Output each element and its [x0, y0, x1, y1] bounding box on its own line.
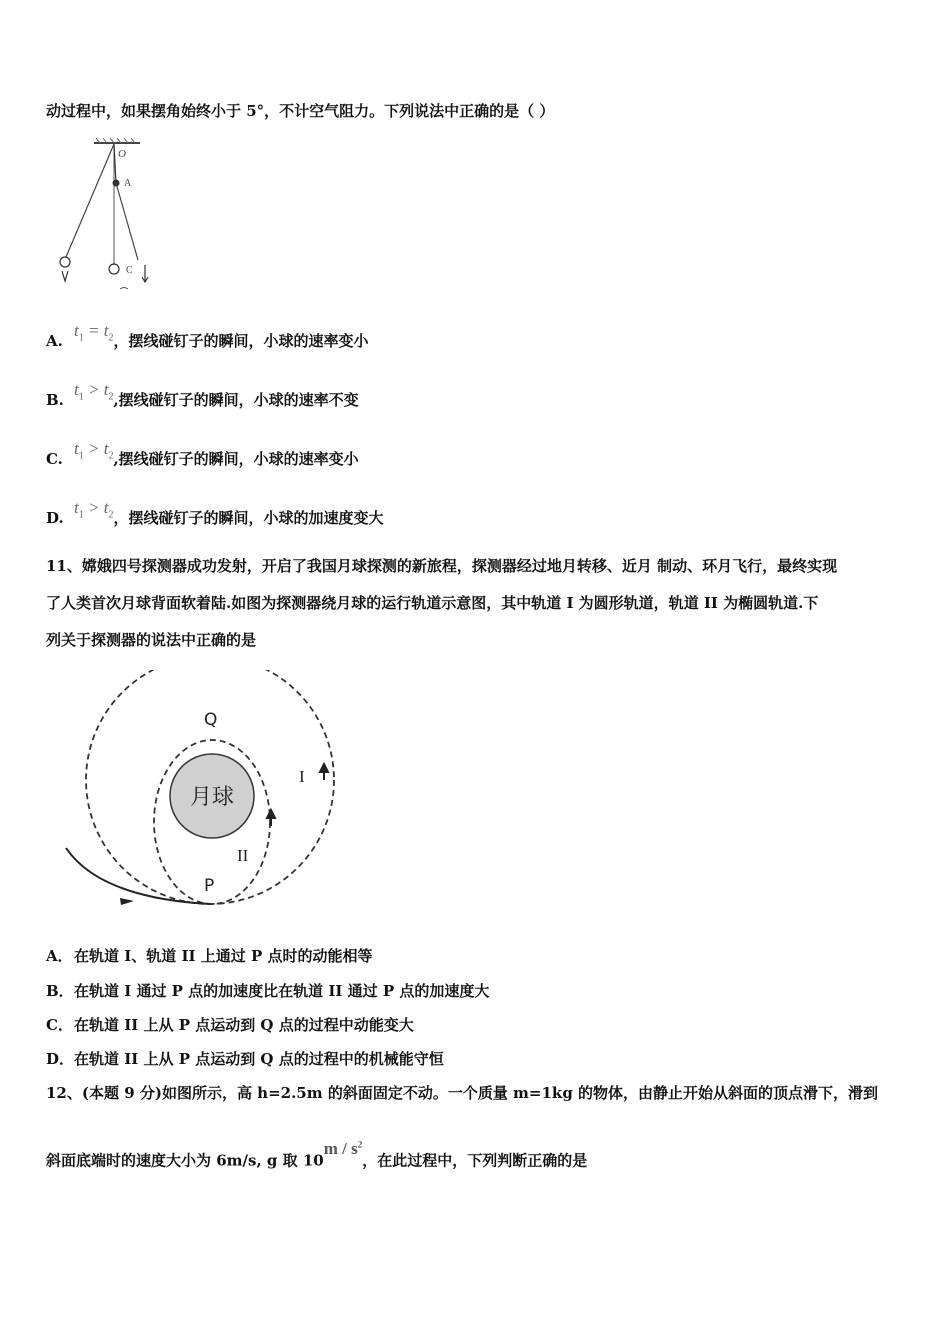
- ball-center: [109, 264, 119, 274]
- q11-option-d[interactable]: [46, 1049, 444, 1069]
- option-text: ,摆线碰钉子的瞬间，小球的速率不变: [113, 391, 359, 409]
- q10-option-d[interactable]: [46, 498, 384, 535]
- q11-option-a[interactable]: [46, 946, 372, 966]
- option-text: ，摆线碰钉子的瞬间，小球的加速度变大: [113, 509, 384, 527]
- arrow-up-orbit-i-icon: [320, 764, 328, 780]
- pendulum-string-left: [66, 144, 114, 257]
- q12-stem-line1: 12、(本题 9 分)如图所示，高 h=2.5m 的斜面固定不动。一个质量 m=1kg 的物体，由静止开始从斜面的顶点滑下，滑到: [46, 1084, 879, 1102]
- transfer-trajectory: [66, 848, 210, 904]
- q11-stem-line3: 列关于探测器的说法中正确的是: [46, 631, 257, 649]
- option-condition: $t_1 > t_2$: [74, 439, 114, 462]
- ball-left: [60, 257, 70, 267]
- option-text: 在轨道 I、轨道 II 上通过 P 点时的动能相等: [74, 947, 373, 965]
- label-orbit-i: I: [299, 767, 305, 786]
- label-a: A: [124, 178, 132, 189]
- option-letter: D.: [46, 509, 64, 527]
- q10-option-a[interactable]: [46, 321, 369, 358]
- option-condition: $t_1 > t_2$: [74, 380, 114, 403]
- option-letter: D．: [46, 1050, 75, 1068]
- label-c: C: [126, 265, 133, 276]
- option-condition: $t_1 = t_2$: [74, 321, 114, 344]
- option-text: 在轨道 II 上从 P 点运动到 Q 点的过程中的机械能守恒: [74, 1050, 444, 1068]
- option-text: ,摆线碰钉子的瞬间，小球的速率变小: [113, 450, 359, 468]
- option-letter: A.: [46, 332, 63, 350]
- option-letter: A．: [46, 947, 73, 965]
- arrow-left-icon: [62, 271, 68, 281]
- q11-stem-line1: 11、嫦娥四号探测器成功发射，开启了我国月球探测的新旅程，探测器经过地月转移、近月 制动、环月飞行，最终实现: [46, 557, 838, 575]
- unit-mps2: m / $s^2$: [323, 1138, 363, 1158]
- q11-option-c[interactable]: [46, 1015, 414, 1035]
- label-q: Q: [204, 710, 218, 730]
- q11-option-b[interactable]: [46, 981, 489, 1001]
- label-p: P: [204, 876, 215, 896]
- arrow-up-orbit-ii-icon: [267, 810, 275, 826]
- arrow-right-trajectory-icon: [120, 898, 134, 905]
- label-o: O: [118, 148, 126, 160]
- option-letter: C．: [46, 1016, 73, 1034]
- option-text: 在轨道 II 上从 P 点运动到 Q 点的过程中动能变大: [74, 1016, 414, 1034]
- q11-stem-line2: 了人类首次月球背面软着陆.如图为探测器绕月球的运行轨道示意图，其中轨道 I 为圆形轨道，轨道 II 为椭圆轨道.下: [46, 594, 819, 612]
- orbit-figure: [60, 670, 360, 920]
- arrow-right-icon: [142, 265, 148, 282]
- option-letter: B.: [46, 391, 64, 409]
- q10-option-c[interactable]: [46, 439, 359, 476]
- pendulum-figure: [50, 135, 170, 295]
- q10-option-b[interactable]: [46, 380, 359, 417]
- pendulum-string-right: [116, 183, 138, 260]
- option-condition: $t_1 > t_2$: [74, 498, 114, 521]
- option-text: 在轨道 I 通过 P 点的加速度比在轨道 II 通过 P 点的加速度大: [74, 982, 490, 1000]
- q12-stem-line2: 斜面底端时的速度大小为 6m/s, g 取 $10m / s^2$，在此过程中，下列判断正确的是: [46, 1138, 588, 1170]
- option-letter: C.: [46, 450, 63, 468]
- nail-a: [113, 180, 120, 187]
- option-letter: B．: [46, 982, 74, 1000]
- moon-label: 月球: [189, 785, 235, 810]
- ceiling-support: [94, 138, 140, 143]
- q10-stem: 动过程中，如果摆角始终小于 5°，不计空气阻力。下列说法中正确的是（ ）: [46, 102, 555, 120]
- label-orbit-ii: II: [237, 846, 249, 865]
- option-text: ，摆线碰钉子的瞬间，小球的速率变小: [113, 332, 369, 350]
